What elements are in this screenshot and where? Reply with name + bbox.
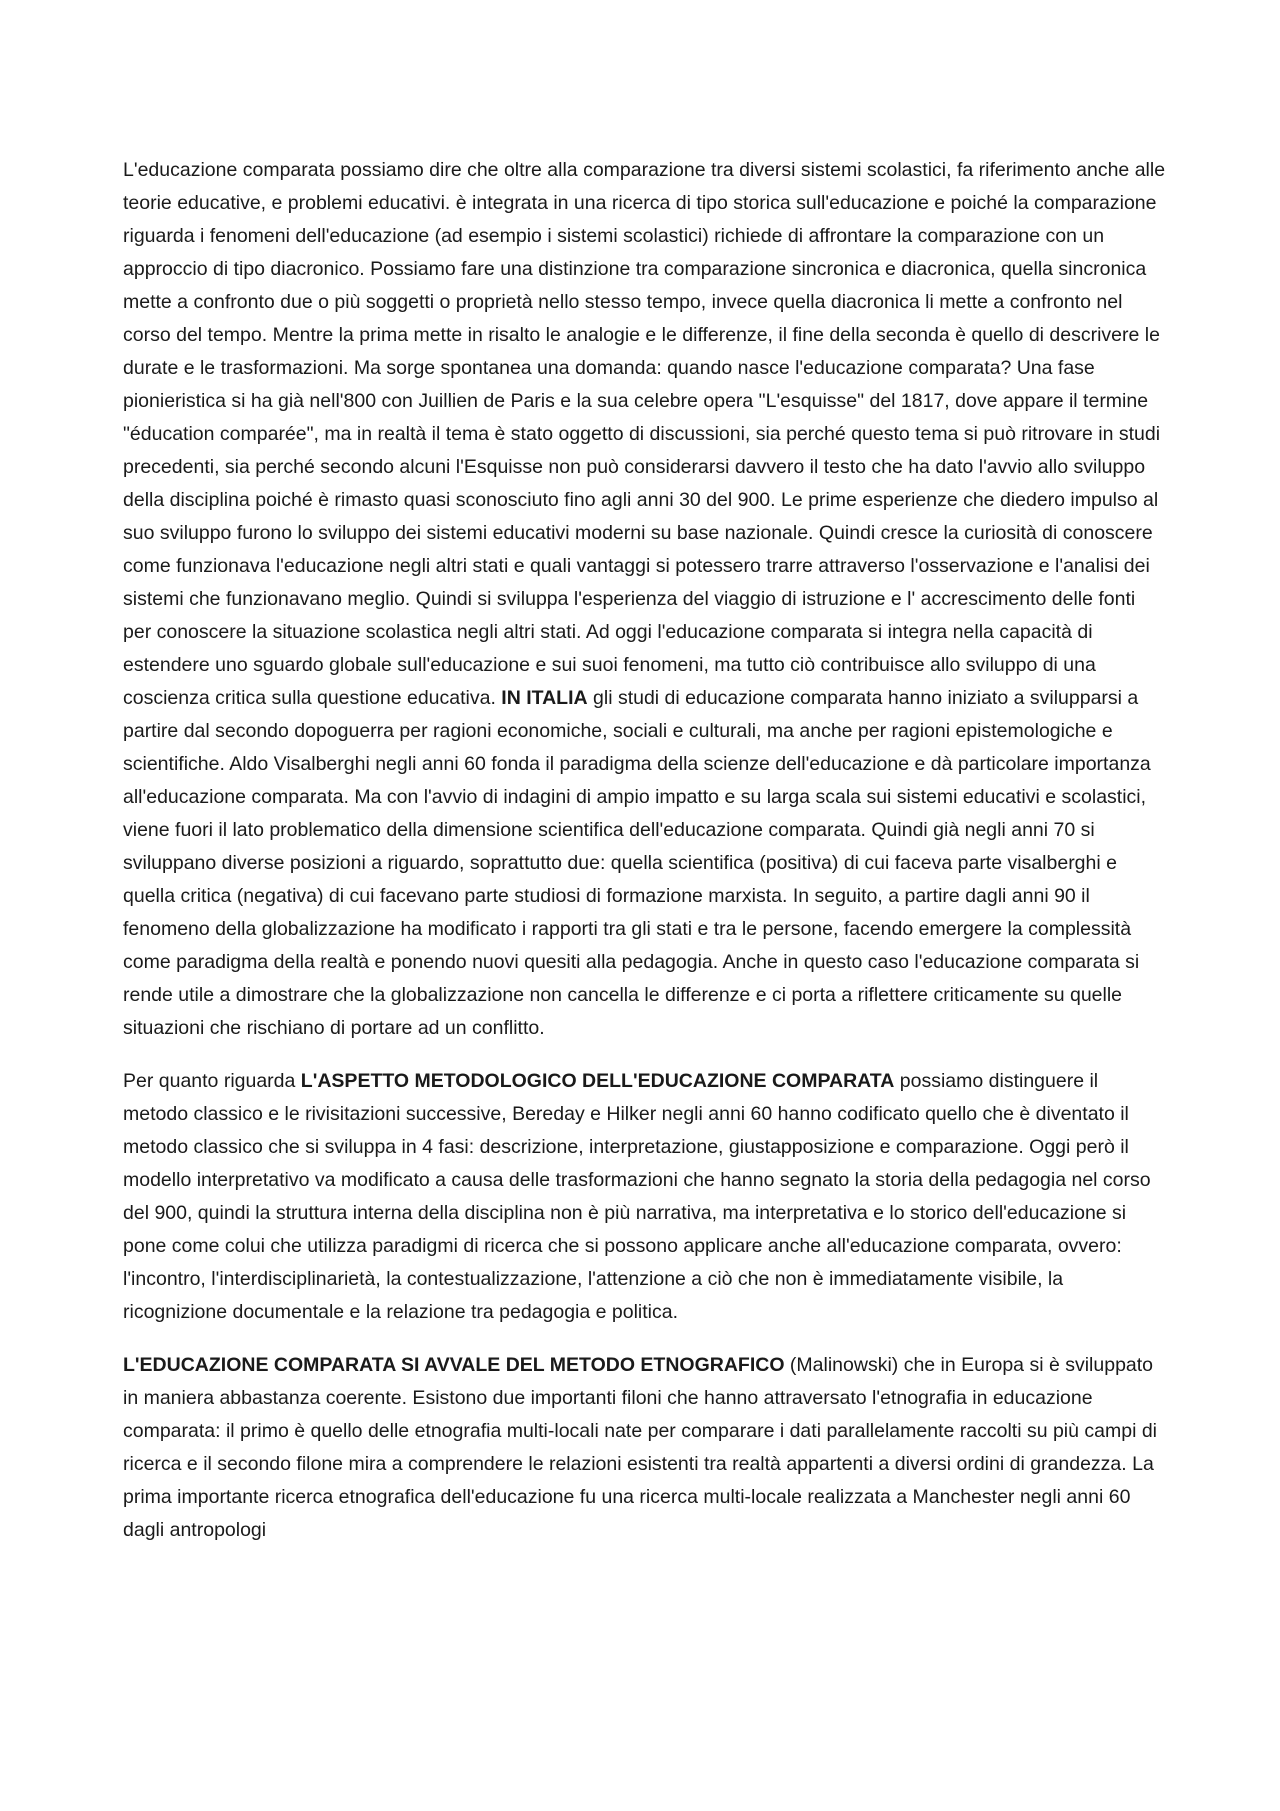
document-page	[123, 154, 1168, 1567]
paragraph-history-text-a: L'educazione comparata possiamo dire che oltre alla comparazione tra diversi sistemi scolastici, fa riferimento anche alle teorie educative, e problemi educativi. è integrata in una ricerca di tipo storica sull'educazione e poiché la comparazione riguarda i fenomeni dell'educazione (ad esempio i sistemi scolastici) richiede di affrontare la comparazione con un approccio di tipo diacronico. Possiamo fare una distinzione tra comparazione sincronica e diacronica, quella sincronica mette a confronto due o più soggetti o proprietà nello stesso tempo, invece quella diacronica li mette a confronto nel corso del tempo. Mentre la prima mette in risalto le analogie e le differenze, il fine della seconda è quello di descrivere le durate e le trasformazioni. Ma sorge spontanea una domanda: quando nasce l'educazione comparata? Una fase pionieristica si ha già nell'800 con Juillien de Paris e la sua celebre opera "L'esquisse" del 1817, dove appare il termine "éducation comparée", ma in realtà il tema è stato oggetto di discussioni, sia perché questo tema si può ritrovare in studi precedenti, sia perché secondo alcuni l'Esquisse non può considerarsi davvero il testo che ha dato l'avvio allo sviluppo della disciplina poiché è rimasto quasi sconosciuto fino agli anni 30 del 900. Le prime esperienze che diedero impulso al suo sviluppo furono lo sviluppo dei sistemi educativi moderni su base nazionale. Quindi cresce la curiosità di conoscere come funzionava l'educazione negli altri stati e quali vantaggi si potessero trarre attraverso l'osservazione e l'analisi dei sistemi che funzionavano meglio. Quindi si sviluppa l'esperienza del viaggio di istruzione e l' accrescimento delle fonti per conoscere la situazione scolastica negli altri stati. Ad oggi l'educazione comparata si integra nella capacità di estendere uno sguardo globale sull'educazione e sui suoi fenomeni, ma tutto ciò contribuisce allo sviluppo di una coscienza critica sulla questione educativa.	[123, 159, 1166, 709]
heading-methodology: L'ASPETTO METODOLOGICO DELL'EDUCAZIONE COMPARATA	[300, 1070, 895, 1092]
paragraph-ethnography	[123, 1349, 1168, 1547]
paragraph-methodology-text-b: possiamo distinguere il metodo classico e le rivisitazioni successive, Bereday e Hilker negli anni 60 hanno codificato quello che è diventato il metodo classico che si sviluppa in 4 fasi: descrizione, interpretazione, giustapposizione e comparazione. Oggi però il modello interpretativo va modificato a causa delle trasformazioni che hanno segnato la storia della pedagogia nel corso del 900, quindi la struttura interna della disciplina non è più narrativa, ma interpretativa e lo storico dell'educazione si pone come colui che utilizza paradigmi di ricerca che si possono applicare anche all'educazione comparata, ovvero: l'incontro, l'interdisciplinarietà, la contestualizzazione, l'attenzione a ciò che non è immediatamente visibile, la ricognizione documentale e la relazione tra pedagogia e politica.	[123, 1070, 1151, 1323]
paragraph-methodology	[123, 1065, 1168, 1329]
paragraph-methodology-text-a: Per quanto riguarda	[123, 1070, 301, 1092]
heading-ethnography: L'EDUCAZIONE COMPARATA SI AVVALE DEL METODO ETNOGRAFICO	[123, 1354, 785, 1376]
paragraph-ethnography-text-b: (Malinowski) che in Europa si è sviluppato in maniera abbastanza coerente. Esistono due importanti filoni che hanno attraversato l'etnografia in educazione comparata: il primo è quello delle etnografia multi-locali nate per comparare i dati parallelamente raccolti su più campi di ricerca e il secondo filone mira a comprendere le relazioni esistenti tra realtà appartenti a diversi ordini di grandezza. La prima importante ricerca etnografica dell'educazione fu una ricerca multi-locale realizzata a Manchester negli anni 60 dagli antropologi	[123, 1354, 1158, 1541]
paragraph-history	[123, 154, 1168, 1045]
paragraph-history-text-b: gli studi di educazione comparata hanno iniziato a svilupparsi a partire dal secondo dopoguerra per ragioni economiche, sociali e culturali, ma anche per ragioni epistemologiche e scientifiche. Aldo Visalberghi negli anni 60 fonda il paradigma della scienze dell'educazione e dà particolare importanza all'educazione comparata. Ma con l'avvio di indagini di ampio impatto e su larga scala sui sistemi educativi e scolastici, viene fuori il lato problematico della dimensione scientifica dell'educazione comparata. Quindi già negli anni 70 si sviluppano diverse posizioni a riguardo, soprattutto due: quella scientifica (positiva) di cui faceva parte visalberghi e quella critica (negativa) di cui facevano parte studiosi di formazione marxista. In seguito, a partire dagli anni 90 il fenomeno della globalizzazione ha modificato i rapporti tra gli stati e tra le persone, facendo emergere la complessità come paradigma della realtà e ponendo nuovi quesiti alla pedagogia. Anche in questo caso l'educazione comparata si rende utile a dimostrare che la globalizzazione non cancella le differenze e ci porta a riflettere criticamente su quelle situazioni che rischiano di portare ad un conflitto.	[123, 687, 1151, 1039]
heading-in-italia: IN ITALIA	[501, 687, 588, 709]
